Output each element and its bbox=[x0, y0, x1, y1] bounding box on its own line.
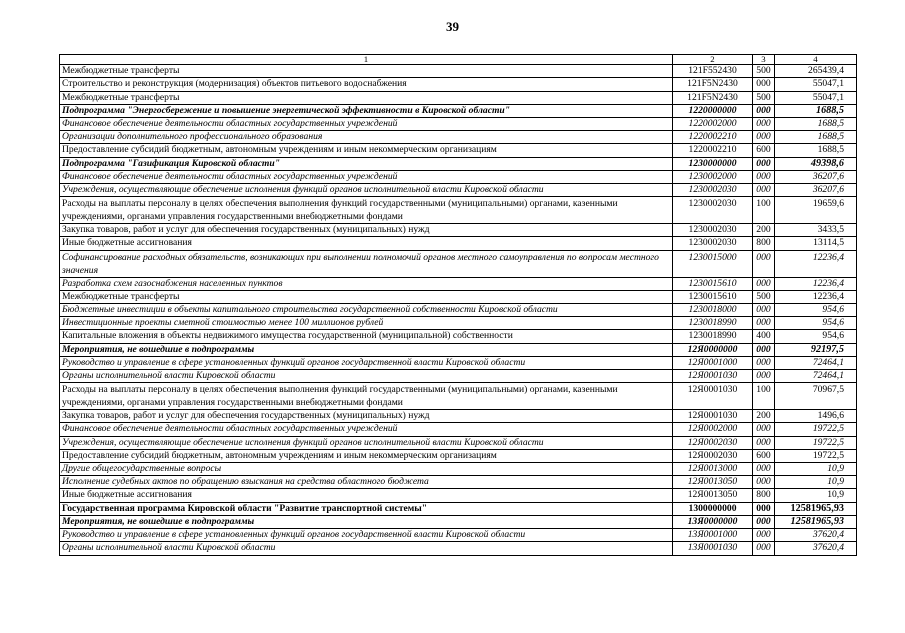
row-type-cell: 200 bbox=[753, 410, 775, 423]
row-type-cell: 000 bbox=[753, 370, 775, 383]
row-amount-cell: 49398,6 bbox=[775, 157, 857, 170]
table-row bbox=[60, 197, 857, 224]
row-code-cell: 1230002030 bbox=[673, 197, 753, 224]
row-type-cell: 000 bbox=[753, 423, 775, 436]
table-row bbox=[60, 184, 857, 197]
row-amount-cell: 12581965,93 bbox=[775, 515, 857, 528]
row-code-cell: 1220002000 bbox=[673, 118, 753, 131]
row-name-cell: Строительство и реконструкция (модернизация) объектов питьевого водоснабжения bbox=[60, 78, 673, 91]
row-type-cell: 000 bbox=[753, 542, 775, 555]
row-amount-cell: 1688,5 bbox=[775, 104, 857, 117]
row-amount-cell: 36207,6 bbox=[775, 170, 857, 183]
row-type-cell: 600 bbox=[753, 449, 775, 462]
row-code-cell: 13Я0001000 bbox=[673, 529, 753, 542]
table-row bbox=[60, 157, 857, 170]
page-number: 39 bbox=[446, 19, 459, 34]
row-amount-cell: 37620,4 bbox=[775, 542, 857, 555]
row-amount-cell: 55047,1 bbox=[775, 78, 857, 91]
row-amount-cell: 12236,4 bbox=[775, 290, 857, 303]
row-amount-cell: 954,6 bbox=[775, 330, 857, 343]
table-row bbox=[60, 131, 857, 144]
row-code-cell: 1230015000 bbox=[673, 250, 753, 277]
table-row bbox=[60, 502, 857, 515]
row-code-cell: 1230018990 bbox=[673, 317, 753, 330]
row-type-cell: 000 bbox=[753, 476, 775, 489]
row-code-cell: 121F5N2430 bbox=[673, 91, 753, 104]
row-name-cell: Капитальные вложения в объекты недвижимого имущества государственной (муниципальной) собственности bbox=[60, 330, 673, 343]
row-name-cell: Учреждения, осуществляющие обеспечение исполнения функций органов исполнительной власти Кировской области bbox=[60, 436, 673, 449]
table-row bbox=[60, 529, 857, 542]
row-code-cell: 12Я0001000 bbox=[673, 356, 753, 369]
row-name-cell: Инвестиционные проекты сметной стоимостью менее 100 миллионов рублей bbox=[60, 317, 673, 330]
row-name-cell: Финансовое обеспечение деятельности областных государственных учреждений bbox=[60, 423, 673, 436]
row-type-cell: 800 bbox=[753, 237, 775, 250]
row-name-cell: Межбюджетные трансферты bbox=[60, 290, 673, 303]
row-code-cell: 12Я0013000 bbox=[673, 463, 753, 476]
row-name-cell: Мероприятия, не вошедшие в подпрограммы bbox=[60, 343, 673, 356]
row-amount-cell: 19659,6 bbox=[775, 197, 857, 224]
header-col-4: 4 bbox=[775, 55, 857, 65]
row-code-cell: 1300000000 bbox=[673, 502, 753, 515]
row-code-cell: 12Я0002000 bbox=[673, 423, 753, 436]
row-code-cell: 12Я0001030 bbox=[673, 410, 753, 423]
header-col-2: 2 bbox=[673, 55, 753, 65]
row-amount-cell: 954,6 bbox=[775, 317, 857, 330]
table-row bbox=[60, 515, 857, 528]
row-amount-cell: 55047,1 bbox=[775, 91, 857, 104]
row-code-cell: 12Я0001030 bbox=[673, 370, 753, 383]
table-row bbox=[60, 463, 857, 476]
row-name-cell: Государственная программа Кировской области "Развитие транспортной системы" bbox=[60, 502, 673, 515]
row-type-cell: 000 bbox=[753, 515, 775, 528]
header-col-3: 3 bbox=[753, 55, 775, 65]
table-row bbox=[60, 277, 857, 290]
row-type-cell: 100 bbox=[753, 383, 775, 410]
row-type-cell: 000 bbox=[753, 184, 775, 197]
row-amount-cell: 13114,5 bbox=[775, 237, 857, 250]
row-type-cell: 100 bbox=[753, 197, 775, 224]
row-name-cell: Закупка товаров, работ и услуг для обеспечения государственных (муниципальных) нужд bbox=[60, 410, 673, 423]
table-row bbox=[60, 370, 857, 383]
row-code-cell: 121F552430 bbox=[673, 65, 753, 78]
row-amount-cell: 3433,5 bbox=[775, 224, 857, 237]
table-row bbox=[60, 330, 857, 343]
row-amount-cell: 12236,4 bbox=[775, 277, 857, 290]
row-code-cell: 12Я0013050 bbox=[673, 476, 753, 489]
row-name-cell: Руководство и управление в сфере установленных функций органов государственной власти Кировской области bbox=[60, 356, 673, 369]
row-name-cell: Предоставление субсидий бюджетным, автономным учреждениям и иным некоммерческим организациям bbox=[60, 449, 673, 462]
table-row bbox=[60, 449, 857, 462]
row-amount-cell: 19722,5 bbox=[775, 449, 857, 462]
row-type-cell: 000 bbox=[753, 118, 775, 131]
row-type-cell: 000 bbox=[753, 343, 775, 356]
row-type-cell: 000 bbox=[753, 304, 775, 317]
row-name-cell: Иные бюджетные ассигнования bbox=[60, 237, 673, 250]
row-amount-cell: 10,9 bbox=[775, 489, 857, 502]
table-row bbox=[60, 343, 857, 356]
row-name-cell: Финансовое обеспечение деятельности областных государственных учреждений bbox=[60, 118, 673, 131]
row-type-cell: 000 bbox=[753, 78, 775, 91]
table-row bbox=[60, 410, 857, 423]
row-code-cell: 1220002210 bbox=[673, 144, 753, 157]
row-name-cell: Закупка товаров, работ и услуг для обеспечения государственных (муниципальных) нужд bbox=[60, 224, 673, 237]
row-code-cell: 1230015610 bbox=[673, 290, 753, 303]
table-row bbox=[60, 383, 857, 410]
row-code-cell: 13Я0001030 bbox=[673, 542, 753, 555]
row-type-cell: 000 bbox=[753, 250, 775, 277]
table-row bbox=[60, 542, 857, 555]
row-code-cell: 1230015610 bbox=[673, 277, 753, 290]
row-name-cell: Руководство и управление в сфере установленных функций органов государственной власти Кировской области bbox=[60, 529, 673, 542]
row-amount-cell: 10,9 bbox=[775, 476, 857, 489]
row-code-cell: 1230002030 bbox=[673, 224, 753, 237]
row-type-cell: 000 bbox=[753, 436, 775, 449]
row-code-cell: 12Я0002030 bbox=[673, 436, 753, 449]
row-amount-cell: 19722,5 bbox=[775, 423, 857, 436]
row-name-cell: Финансовое обеспечение деятельности областных государственных учреждений bbox=[60, 170, 673, 183]
table-row bbox=[60, 304, 857, 317]
row-name-cell: Расходы на выплаты персоналу в целях обеспечения выполнения функций государственными (муниципальными) органами, казенными учреждениями, органами управления государственными внебюджетными фондами bbox=[60, 383, 673, 410]
row-amount-cell: 70967,5 bbox=[775, 383, 857, 410]
row-amount-cell: 12581965,93 bbox=[775, 502, 857, 515]
row-code-cell: 13Я0000000 bbox=[673, 515, 753, 528]
row-type-cell: 000 bbox=[753, 502, 775, 515]
row-name-cell: Органы исполнительной власти Кировской области bbox=[60, 370, 673, 383]
row-code-cell: 1220002210 bbox=[673, 131, 753, 144]
row-type-cell: 500 bbox=[753, 290, 775, 303]
table-row bbox=[60, 144, 857, 157]
table-row bbox=[60, 78, 857, 91]
row-amount-cell: 37620,4 bbox=[775, 529, 857, 542]
row-amount-cell: 954,6 bbox=[775, 304, 857, 317]
column-number-header bbox=[60, 55, 857, 65]
row-amount-cell: 1688,5 bbox=[775, 144, 857, 157]
row-code-cell: 121F5N2430 bbox=[673, 78, 753, 91]
row-type-cell: 800 bbox=[753, 489, 775, 502]
row-name-cell: Разработка схем газоснабжения населенных пунктов bbox=[60, 277, 673, 290]
row-type-cell: 000 bbox=[753, 104, 775, 117]
budget-table-body bbox=[60, 55, 857, 556]
table-row bbox=[60, 489, 857, 502]
row-code-cell: 1230018000 bbox=[673, 304, 753, 317]
row-amount-cell: 265439,4 bbox=[775, 65, 857, 78]
row-amount-cell: 36207,6 bbox=[775, 184, 857, 197]
row-code-cell: 1230018990 bbox=[673, 330, 753, 343]
row-type-cell: 000 bbox=[753, 317, 775, 330]
row-code-cell: 12Я0000000 bbox=[673, 343, 753, 356]
row-name-cell: Организации дополнительного профессионального образования bbox=[60, 131, 673, 144]
row-type-cell: 000 bbox=[753, 277, 775, 290]
row-amount-cell: 10,9 bbox=[775, 463, 857, 476]
row-code-cell: 12Я0001030 bbox=[673, 383, 753, 410]
row-code-cell: 1230002030 bbox=[673, 237, 753, 250]
row-code-cell: 1230000000 bbox=[673, 157, 753, 170]
table-row bbox=[60, 476, 857, 489]
row-type-cell: 200 bbox=[753, 224, 775, 237]
row-name-cell: Учреждения, осуществляющие обеспечение исполнения функций органов исполнительной власти Кировской области bbox=[60, 184, 673, 197]
row-name-cell: Органы исполнительной власти Кировской области bbox=[60, 542, 673, 555]
row-name-cell: Иные бюджетные ассигнования bbox=[60, 489, 673, 502]
row-name-cell: Межбюджетные трансферты bbox=[60, 65, 673, 78]
row-code-cell: 12Я0002030 bbox=[673, 449, 753, 462]
row-code-cell: 1220000000 bbox=[673, 104, 753, 117]
row-type-cell: 000 bbox=[753, 131, 775, 144]
row-name-cell: Бюджетные инвестиции в объекты капитального строительства государственной собственности Кировской области bbox=[60, 304, 673, 317]
row-name-cell: Предоставление субсидий бюджетным, автономным учреждениям и иным некоммерческим организациям bbox=[60, 144, 673, 157]
row-amount-cell: 72464,1 bbox=[775, 370, 857, 383]
budget-table bbox=[59, 54, 857, 556]
row-amount-cell: 19722,5 bbox=[775, 436, 857, 449]
row-name-cell: Исполнение судебных актов по обращению взыскания на средства областного бюджета bbox=[60, 476, 673, 489]
table-row bbox=[60, 290, 857, 303]
row-amount-cell: 1688,5 bbox=[775, 118, 857, 131]
row-name-cell: Подпрограмма "Энергосбережение и повышение энергетической эффективности в Кировской области" bbox=[60, 104, 673, 117]
row-name-cell: Мероприятия, не вошедшие в подпрограммы bbox=[60, 515, 673, 528]
table-row bbox=[60, 170, 857, 183]
table-row bbox=[60, 356, 857, 369]
header-col-1: 1 bbox=[60, 55, 673, 65]
row-name-cell: Подпрограмма "Газификация Кировской области" bbox=[60, 157, 673, 170]
table-row bbox=[60, 91, 857, 104]
row-name-cell: Межбюджетные трансферты bbox=[60, 91, 673, 104]
table-row bbox=[60, 423, 857, 436]
row-amount-cell: 92197,5 bbox=[775, 343, 857, 356]
table-row bbox=[60, 436, 857, 449]
row-type-cell: 500 bbox=[753, 91, 775, 104]
row-type-cell: 600 bbox=[753, 144, 775, 157]
row-amount-cell: 12236,4 bbox=[775, 250, 857, 277]
table-row bbox=[60, 237, 857, 250]
row-code-cell: 1230002000 bbox=[673, 170, 753, 183]
row-code-cell: 1230002030 bbox=[673, 184, 753, 197]
row-name-cell: Другие общегосударственные вопросы bbox=[60, 463, 673, 476]
table-row bbox=[60, 224, 857, 237]
table-row bbox=[60, 65, 857, 78]
row-amount-cell: 1496,6 bbox=[775, 410, 857, 423]
row-type-cell: 000 bbox=[753, 463, 775, 476]
row-type-cell: 000 bbox=[753, 356, 775, 369]
row-amount-cell: 72464,1 bbox=[775, 356, 857, 369]
table-row bbox=[60, 104, 857, 117]
row-name-cell: Расходы на выплаты персоналу в целях обеспечения выполнения функций государственными (муниципальными) органами, казенными учреждениями, органами управления государственными внебюджетными фондами bbox=[60, 197, 673, 224]
row-type-cell: 500 bbox=[753, 65, 775, 78]
row-type-cell: 400 bbox=[753, 330, 775, 343]
row-code-cell: 12Я0013050 bbox=[673, 489, 753, 502]
table-row bbox=[60, 250, 857, 277]
table-row bbox=[60, 118, 857, 131]
row-amount-cell: 1688,5 bbox=[775, 131, 857, 144]
row-name-cell: Софинансирование расходных обязательств, возникающих при выполнении полномочий органов местного самоуправления по вопросам местного значения bbox=[60, 250, 673, 277]
row-type-cell: 000 bbox=[753, 157, 775, 170]
table-row bbox=[60, 317, 857, 330]
row-type-cell: 000 bbox=[753, 170, 775, 183]
row-type-cell: 000 bbox=[753, 529, 775, 542]
